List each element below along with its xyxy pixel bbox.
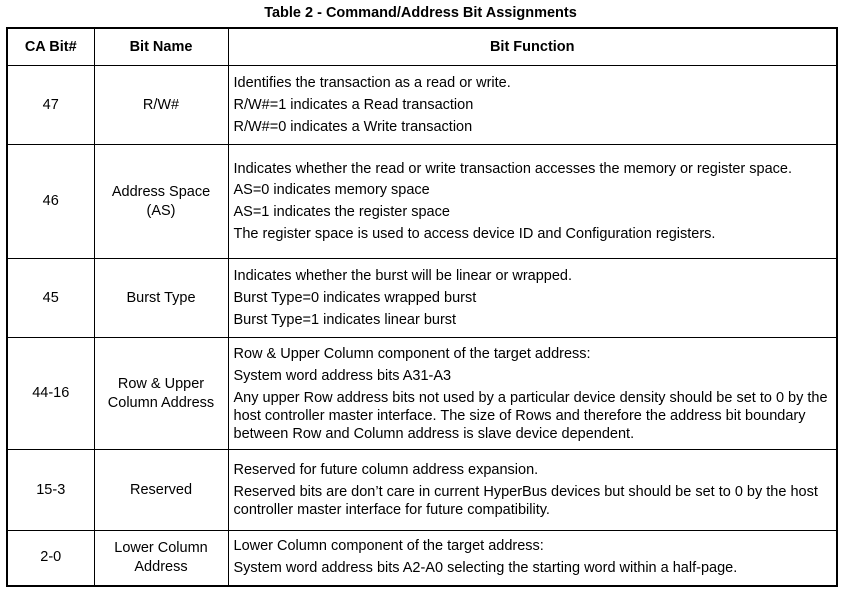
header-bit-name: Bit Name xyxy=(94,28,228,66)
ca-bit-table xyxy=(6,27,838,587)
function-line: R/W#=0 indicates a Write transaction xyxy=(233,118,473,135)
ca-bit-cell: 44-16 xyxy=(7,338,94,450)
bit-function-cell xyxy=(228,145,837,259)
ca-bit-cell: 45 xyxy=(7,259,94,338)
bit-name-cell: Reserved xyxy=(94,450,228,531)
function-line: AS=0 indicates memory space xyxy=(233,181,430,198)
function-line: Burst Type=0 indicates wrapped burst xyxy=(233,289,477,306)
ca-bit-cell: 15-3 xyxy=(7,450,94,531)
table-title: Table 2 - Command/Address Bit Assignments xyxy=(264,5,577,21)
function-line: AS=1 indicates the register space xyxy=(233,203,450,220)
function-line: Identifies the transaction as a read or write. xyxy=(233,74,511,91)
table-row xyxy=(7,66,837,145)
header-row xyxy=(7,28,837,66)
function-line: Indicates whether the read or write transaction accesses the memory or register space. xyxy=(233,160,793,177)
header-bit-function: Bit Function xyxy=(228,28,837,66)
function-line: The register space is used to access device ID and Configuration registers. xyxy=(233,225,716,242)
function-line: R/W#=1 indicates a Read transaction xyxy=(233,96,474,113)
ca-bit-cell: 47 xyxy=(7,66,94,145)
function-line: Any upper Row address bits not used by a particular device density should be set to 0 by the host controller master interface. The size of Rows and therefore the address bit boundary between Row and Column address is slave device dependent. xyxy=(233,389,828,442)
function-line: System word address bits A31-A3 xyxy=(233,367,452,384)
function-line: Row & Upper Column component of the target address: xyxy=(233,345,591,362)
function-line: Reserved bits are don’t care in current HyperBus devices but should be set to 0 by the host controller master interface for future compatibility. xyxy=(233,484,818,518)
bit-function-cell xyxy=(228,338,837,450)
function-line: Indicates whether the burst will be linear or wrapped. xyxy=(233,267,573,284)
bit-name-cell: Lower Column Address xyxy=(94,531,228,586)
function-line: Lower Column component of the target address: xyxy=(233,538,544,555)
bit-function-cell xyxy=(228,450,837,531)
table-row xyxy=(7,450,837,531)
table-row xyxy=(7,259,837,338)
header-ca-bit: CA Bit# xyxy=(7,28,94,66)
bit-name-cell: Burst Type xyxy=(94,259,228,338)
function-line: System word address bits A2-A0 selecting the starting word within a half-page. xyxy=(233,560,738,577)
function-line: Burst Type=1 indicates linear burst xyxy=(233,311,457,328)
table-row xyxy=(7,338,837,450)
bit-function-cell xyxy=(228,531,837,586)
table-row xyxy=(7,145,837,259)
table-row xyxy=(7,531,837,586)
function-line: Reserved for future column address expansion. xyxy=(233,462,539,478)
ca-bit-cell: 46 xyxy=(7,145,94,259)
ca-bit-cell: 2-0 xyxy=(7,531,94,586)
bit-name-cell: Address Space (AS) xyxy=(94,145,228,259)
bit-name-cell: Row & Upper Column Address xyxy=(94,338,228,450)
bit-name-cell: R/W# xyxy=(94,66,228,145)
bit-function-cell xyxy=(228,66,837,145)
bit-function-cell xyxy=(228,259,837,338)
